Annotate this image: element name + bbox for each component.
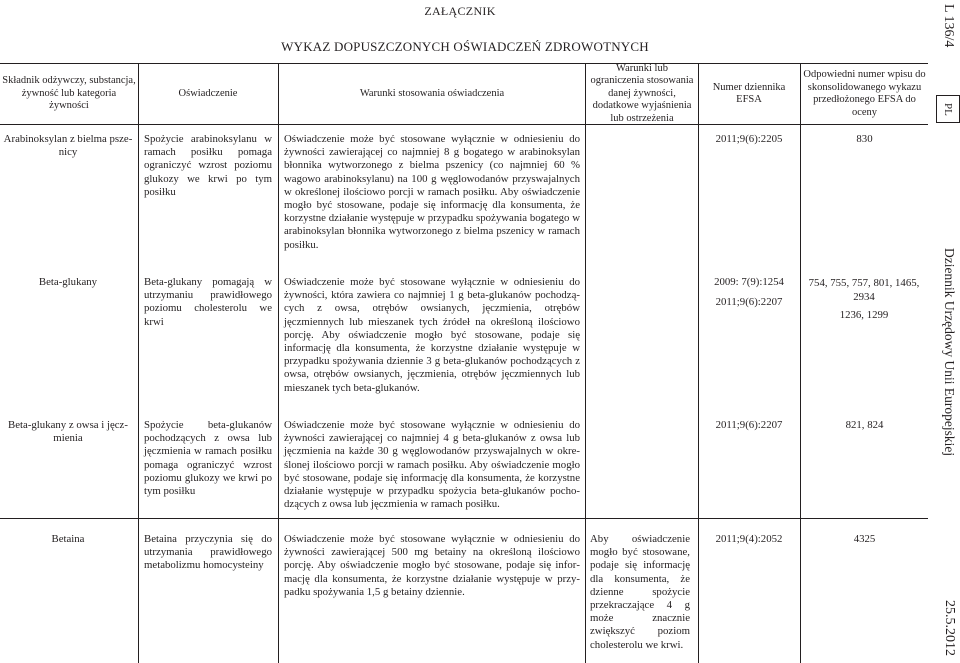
column-header-substance: Składnik odżywczy, substancja, żywność lub kategoria żywności [2,75,136,112]
table-row-efsa: 2011;9(6):2205 [715,133,783,145]
table-row-entry: 4325 [853,533,876,545]
table-row-efsa: 2009: 7(9):1254 [714,276,784,288]
document-title: WYKAZ DOPUSZCZONYCH OŚWIADCZEŃ ZDROWOTNYCH [281,39,649,54]
table-row-conditions: Oświadczenie może być stosowane wyłącznie w odniesieniu do żywności, która zawiera co najmniej 1 g beta-glukanów pochodzących z owsa, otrębów owsianych, jęczmienia, otrębów jęczmiennych lub mieszanek tych źródeł na określoną ilościowo porcję. Aby oświadczenie mogło być stosowane, podaje się informację dla konsumenta, że korzystne działanie występuje w przypadku spożywania dziennie 3 g beta-glukanów pochodzących z owsa, otrębów owsianych, jęczmienia, otrębów jęczmiennych lub mieszanek tych beta-glukanów. [284,276,580,394]
table-header-rule [0,124,928,125]
language-code: PL [942,102,954,116]
table-row-claim: Beta-glukany pomagają w utrzymaniu prawidłowego poziomu cholesterolu we krwi [144,276,272,328]
table-row-entry: 1236, 1299 [839,309,889,321]
table-row-conditions: Oświadczenie może być stosowane wyłącznie w odniesieniu do żywności zawierającej co najmniej 4 g beta-glukanów z owsa lub jęczmienia na każde 30 g węglowodanów przyswajalnych w określonej ilościowo porcji w ramach posiłku. Aby oświadczenie mogło być stosowane, podaje się informację dla konsumenta, że korzystne działanie występuje w przypadku spożycia beta-glukanów pochodzących z owsa lub jęczmienia w ramach posiłku. [284,419,580,511]
column-header-conditions: Warunki stosowania oświadczenia [359,87,505,99]
column-divider [585,63,586,663]
column-divider [800,63,801,663]
table-row-entry: 754, 755, 757, 801, 1465, 2934 [808,277,920,303]
column-header-efsa: Numer dziennika EFSA [712,81,786,105]
annex-label: ZAŁĄCZNIK [424,4,496,18]
table-row-entry: 821, 824 [845,419,884,431]
column-header-claim: Oświadczenie [178,87,238,99]
language-box [936,95,960,123]
table-top-rule [0,63,928,64]
journal-name: Dziennik Urzędowy Unii Europejskiej [942,248,957,457]
publication-date: 25.5.2012 [942,600,957,656]
column-divider [138,63,139,663]
table-row-rule [0,518,928,519]
column-header-restrictions: Warunki lub ograniczenia stosowania danej żywności, dodatkowe wyjaśnienia lub ostrzeżenia [590,62,694,124]
column-header-entry: Odpowiedni numer wpisu do skonsolidowanego wykazu przedłożonego EFSA do oceny [803,69,926,118]
table-row-efsa: 2011;9(6):2207 [715,419,783,431]
table-row-conditions: Oświadczenie może być stosowane wyłącznie w odniesieniu do żywności zawierającej co najmniej 8 g bogatego w arabinoksylan błonnika wytworzonego z bielma pszenicy (co najmniej 60 % wagowo arabinoksylanu) na 100 g węglowodanów przyswajalnych w określonej ilościowo porcji w ramach posiłku. Aby oświadczenie mogło być stosowane, podaje się informację dla konsumenta, że korzystne działanie występuje w przypadku spożywania bogatego w arabinoksylan błonnika wytworzonego z bielma pszenicy w ramach posiłku. [284,133,580,251]
table-row-entry: 830 [856,133,873,145]
table-row-substance: Arabinoksylan z bielma pszenicy [3,133,133,159]
table-row-efsa: 2011;9(6):2207 [715,296,783,308]
column-divider [278,63,279,663]
table-row-claim: Betaina przyczynia się do utrzymania prawidłowego metabolizmu homocysteiny [144,533,272,572]
table-row-efsa: 2011;9(4):2052 [715,533,783,545]
table-row-substance: Beta-glukany z owsa i jęczmienia [8,419,128,445]
page-reference: L 136/4 [941,4,956,48]
table-row-restrictions: Aby oświadczenie mogło być stosowane, podaje się informację dla konsumenta, że dzienne spożycie przekraczające 4 g może znacznie zwiększyć poziom cholesterolu we krwi. [590,533,690,651]
table-row-conditions: Oświadczenie może być stosowane wyłącznie w odniesieniu do żywności zawierającej 500 mg betainy na określoną ilościowo porcję. Aby oświadczenie mogło być stosowane, podaje się informację dla konsumenta, że korzystne działanie występuje w przypadku spożywania 1,5 g betainy dziennie. [284,533,580,598]
table-row-substance: Betaina [51,533,85,545]
table-row-claim: Spożycie beta-glukanów pochodzących z owsa lub jęczmienia w ramach posiłku pomaga ograniczyć wzrost poziomu glukozy we krwi po tym posiłku [144,419,272,498]
table-row-claim: Spożycie arabinoksylanu w ramach posiłku pomaga ograniczyć wzrost poziomu glukozy we krwi po tym posiłku [144,133,272,198]
table-row-substance: Beta-glukany [38,276,98,288]
column-divider [698,63,699,663]
